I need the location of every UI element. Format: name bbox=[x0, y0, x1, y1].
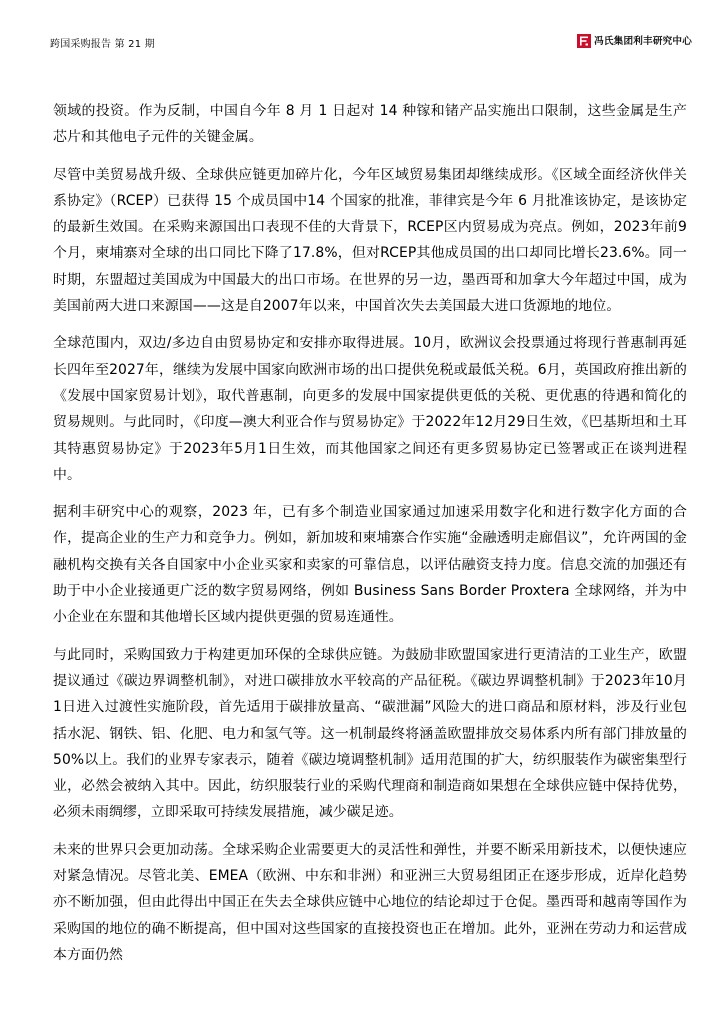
fung-group-logo-icon bbox=[577, 33, 591, 47]
report-title: 跨国采购报告 第 21 期 bbox=[50, 39, 155, 50]
paragraph: 据利丰研究中心的观察，2023 年，已有多个制造业国家通过加速采用数字化和进行数字化方面的合作，提高企业的生产力和竞争力。例如，新加坡和柬埔寨合作实施“金融透明走廊倡议”，允许两国的金融机构交换有关各自国家中小企业买家和卖家的可靠信息，以评估融资支持力度。信息交流的加强还有助于中小企业接通更广泛的数字贸易网络，例如 Business Sans Border Proxtera 全球网络，并为中小企业在东盟和其他增长区域内提供更强的贸易连通性。 bbox=[53, 504, 687, 626]
brand-name: 冯氏集团利丰研究中心 bbox=[594, 36, 692, 47]
paragraph: 未来的世界只会更加动荡。全球采购企业需要更大的灵活性和弹性，并要不断采用新技术，以便快速应对紧急情况。尽管北美、EMEA（欧洲、中东和非洲）和亚洲三大贸易组团正在逐步形成，近岸化趋势亦不断加强，但由此得出中国正在失去全球供应链中心地位的结论却过于仓促。墨西哥和越南等国作为采购国的地位的确不断提高，但中国对这些国家的直接投资也正在增加。此外，亚洲在劳动力和运营成本方面仍然 bbox=[53, 841, 687, 963]
paragraph: 全球范围内，双边/多边自由贸易协定和安排亦取得进展。10月，欧洲议会投票通过将现行普惠制再延长四年至2027年，继续为发展中国家向欧洲市场的出口提供免税或最低关税。6月，英国政府推出新的《发展中国家贸易计划》，取代普惠制，向更多的发展中国家提供更低的关税、更优惠的待遇和简化的贸易规则。与此同时，《印度—澳大利亚合作与贸易协定》于2022年12月29日生效，《巴基斯坦和土耳其特惠贸易协定》于2023年5月1日生效，而其他国家之间还有更多贸易协定已签署或正在谈判进程中。 bbox=[53, 335, 687, 483]
paragraph: 尽管中美贸易战升级、全球供应链更加碎片化，今年区域贸易集团却继续成形。《区域全面经济伙伴关系协定》（RCEP）已获得 15 个成员国中14 个国家的批准，菲律宾是今年 6 月批准该协定，是该协定的最新生效国。在采购来源国出口表现不佳的大背景下，RCEP区内贸易成为亮点。例如，2023年前9个月，柬埔寨对全球的出口同比下降了17.8%，但对RCEP其他成员国的出口却同比增长23.6%。同一时期，东盟超过美国成为中国最大的出口市场。在世界的另一边，墨西哥和加拿大今年超过中国，成为美国前两大进口来源国——这是自2007年以来，中国首次失去美国最大进口货源地的地位。 bbox=[53, 166, 687, 315]
paragraph: 领域的投资。作为反制，中国自今年 8 月 1 日起对 14 种镓和锗产品实施出口限制，这些金属是生产芯片和其他电子元件的关键金属。 bbox=[53, 103, 687, 146]
brand bbox=[577, 33, 692, 47]
report-body bbox=[53, 98, 687, 979]
page-header bbox=[50, 33, 692, 53]
paragraph: 与此同时，采购国致力于构建更加环保的全球供应链。为鼓励非欧盟国家进行更清洁的工业生产，欧盟提议通过《碳边界调整机制》，对进口碳排放水平较高的产品征税。《碳边界调整机制》于2023年10月1日进入过渡性实施阶段，首先适用于碳排放量高、“碳泄漏”风险大的进口商品和原材料，涉及行业包括水泥、钢铁、铝、化肥、电力和氢气等。这一机制最终将涵盖欧盟排放交易体系内所有部门排放量的50%以上。我们的业界专家表示，随着《碳边境调整机制》适用范围的扩大，纺织服装作为碳密集型行业，必然会被纳入其中。因此，纺织服装行业的采购代理商和制造商如果想在全球供应链中保持优势，必须未雨绸缪，立即采取可持续发展措施，减少碳足迹。 bbox=[53, 646, 687, 821]
